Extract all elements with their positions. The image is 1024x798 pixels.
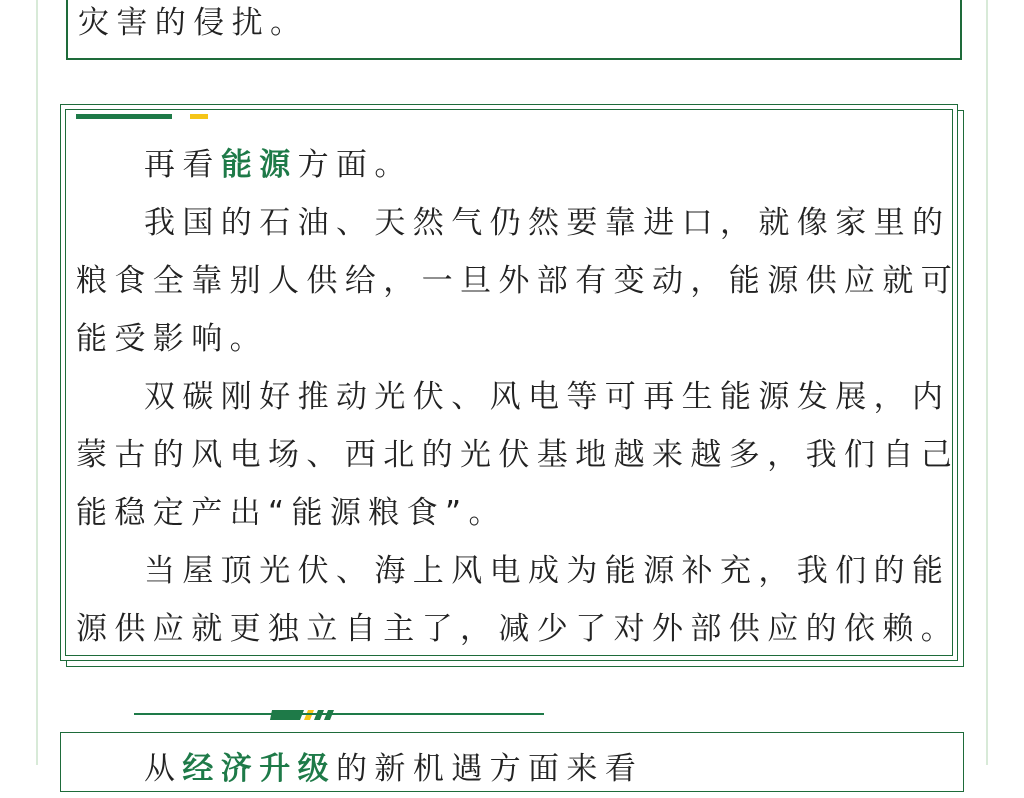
previous-section-box — [66, 0, 962, 60]
intro-suffix: 方面。 — [297, 147, 413, 183]
paragraph-1-line-2: 粮食全靠别人供给，一旦外部有变动，能源供应就可 — [76, 263, 960, 299]
paragraph-3-line-2: 源供应就更独立自主了，减少了对外部供应的依赖。 — [76, 611, 960, 647]
next-intro-prefix: 从 — [144, 751, 183, 787]
next-section-intro-line — [144, 740, 643, 798]
section-accent-dash — [190, 114, 208, 119]
paragraph-1-line-3: 能受影响。 — [76, 321, 268, 357]
section-divider-stripes — [60, 708, 550, 722]
intro-prefix: 再看 — [144, 147, 221, 183]
next-intro-keyword: 经济升级 — [182, 751, 337, 787]
paragraph-1-line-1: 我国的石油、天然气仍然要靠进口，就像家里的 — [144, 205, 951, 241]
intro-keyword-energy: 能源 — [220, 147, 298, 183]
paragraph-3-line-1: 当屋顶光伏、海上风电成为能源补充，我们的能 — [144, 553, 951, 589]
divider-stripe-green-1 — [314, 710, 324, 720]
paragraph-2-line-2: 蒙古的风电场、西北的光伏基地越来越多，我们自己 — [76, 437, 960, 473]
paragraph-2-line-3: 能稳定产出“能源粮食”。 — [76, 495, 507, 531]
previous-section-last-line: 灾害的侵扰。 — [78, 5, 309, 41]
energy-intro-line — [144, 136, 413, 194]
outer-frame-right-border — [986, 0, 988, 765]
section-accent-bar — [76, 114, 172, 119]
section-divider-rule — [134, 713, 544, 715]
divider-stripe-main — [270, 710, 304, 720]
outer-frame-left-border — [36, 0, 38, 765]
divider-stripe-yellow — [304, 710, 314, 720]
next-intro-suffix: 的新机遇方面来看 — [336, 751, 644, 787]
paragraph-2-line-1: 双碳刚好推动光伏、风电等可再生能源发展，内 — [144, 379, 951, 415]
divider-stripe-green-2 — [324, 710, 334, 720]
